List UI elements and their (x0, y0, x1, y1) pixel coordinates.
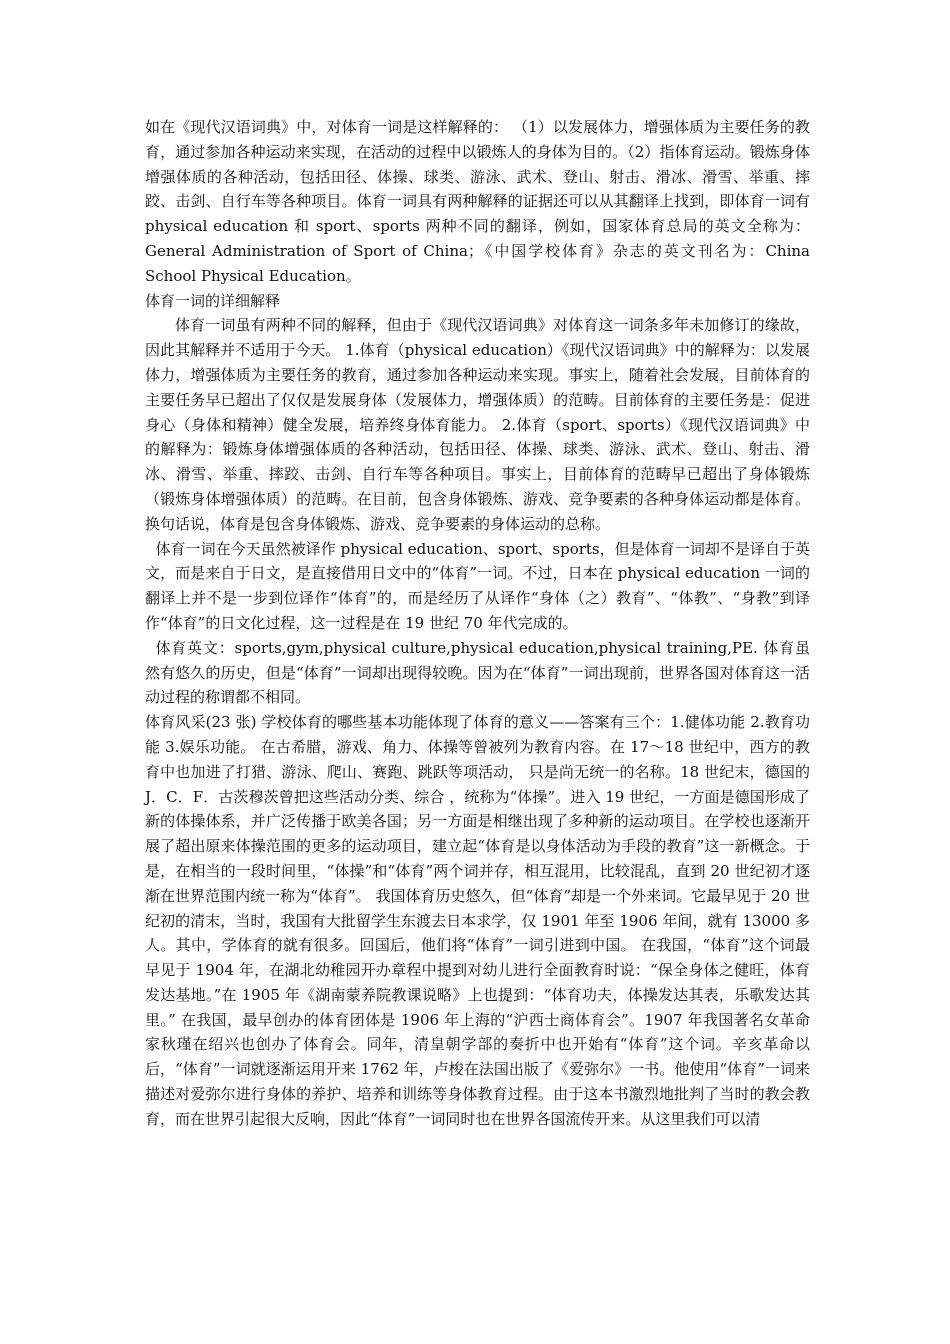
intro-paragraph: 如在《现代汉语词典》中，对体育一词是这样解释的： （1）以发展体力，增强体质为主要任务的教育，通过参加各种运动来实现，在活动的过程中以锻炼人的身体为目的。（2）指体育运动。锻炼身体增强体质的各种活动，包括田径、体操、球类、游泳、武术、登山、射击、滑冰、滑雪、举重、摔跤、击剑、自行车等各种项目。体育一词具有两种解释的证据还可以从其翻译上找到，即体育一词有 physical education 和 sport、sports 两种不同的翻译，例如，国家体育总局的英文全称为：General Administration of Sport of China；《中国学校体育》杂志的英文刊名为：China School Physical Education。 (145, 118, 810, 285)
etymology-paragraph: 体育一词在今天虽然被译作 physical education、sport、sports，但是体育一词却不是译自于英文，而是来自于日文，是直接借用日文中的“体育”一词。不过，日本在 physical education 一词的翻译上并不是一步到位译作“体育”的，而是经历了从译作“身体（之）教育”、“体教”、“身教”到译作“体育”的日文化过程，这一过程是在 19 世纪 70 年代完成的。 (145, 539, 810, 632)
document-body (145, 115, 810, 1132)
section-heading: 体育一词的详细解释 (145, 291, 281, 310)
history-paragraph: 体育风采(23 张) 学校体育的哪些基本功能体现了体育的意义——答案有三个：1.健体功能 2.教育功能 3.娱乐功能。 在古希腊，游戏、角力、体操等曾被列为教育内容。在 17～18 世纪中，西方的教育中也加进了打猎、游泳、爬山、赛跑、跳跃等项活动， 只是尚无统一的名称。18 世纪末，德国的 J．C．F．古茨穆茨曾把这些活动分类、综合 ，统称为“体操”。进入 19 世纪，一方面是德国形成了新的体操体系，并广泛传播于欧美各国；另一方面是相继出现了多种新的运动项目。在学校也逐渐开展了超出原来体操范围的更多的运动项目，建立起“体育是以身体活动为手段的教育”这一新概念。于是，在相当的一段时间里，“体操”和“体育”两个词并存，相互混用，比较混乱，直到 20 世纪初才逐渐在世界范围内统一称为“体育”。 我国体育历史悠久，但“体育”却是一个外来词。它最早见于 20 世纪初的清末，当时，我国有大批留学生东渡去日本求学，仅 1901 年至 1906 年间，就有 13000 多人。其中，学体育的就有很多。回国后，他们将“体育”一词引进到中国。 在我国，“体育”这个词最早见于 1904 年，在湖北幼稚园开办章程中提到对幼儿进行全面教育时说：“保全身体之健旺，体育发达基地。”在 1905 年《湖南蒙养院教课说略》上也提到：“体育功夫，体操发达其表，乐歌发达其里。” 在我国，最早创办的体育团体是 1906 年上海的“沪西士商体育会”。1907 年我国著名女革命家秋瑾在绍兴也创办了体育会。同年，清皇朝学部的奏折中也开始有“体育”这个词。辛亥革命以后，“体育”一词就逐渐运用开来 1762 年，卢梭在法国出版了《爱弥尔》一书。他使用“体育”一词来描述对爱弥尔进行身体的养护、培养和训练等身体教育过程。由于这本书激烈地批判了当时的教会教育，而在世界引起很大反响，因此“体育”一词同时也在世界各国流传开来。从这里我们可以清 (145, 713, 810, 1128)
definition-paragraph: 体育一词虽有两种不同的解释，但由于《现代汉语词典》对体育这一词条多年未加修订的缘故，因此其解释并不适用于今天。 1.体育（physical education）《现代汉语词典》中的解释为：以发展体力，增强体质为主要任务的教育，通过参加各种运动来实现。事实上，随着社会发展，目前体育的主要任务早已超出了仅仅是发展身体（发展体力，增强体质）的范畴。目前体育的主要任务是：促进身心（身体和精神）健全发展，培养终身体育能力。 2.体育（sport、sports）《现代汉语词典》中的解释为：锻炼身体增强体质的各种活动，包括田径、体操、球类、游泳、武术、登山、射击、滑冰、滑雪、举重、摔跤、击剑、自行车等各种项目。事实上，目前体育的范畴早已超出了身体锻炼（锻炼身体增强体质）的范畴。在目前，包含身体锻炼、游戏、竞争要素的各种身体运动都是体育。换句话说，体育是包含身体锻炼、游戏、竞争要素的身体运动的总称。 (145, 316, 810, 533)
english-terms-paragraph: 体育英文：sports,gym,physical culture,physical education,physical training,PE. 体育虽然有悠久的历史，但是“体育”一词却出现得较晚。因为在“体育”一词出现前，世界各国对体育这一活动过程的称谓都不相同。 (145, 638, 810, 707)
